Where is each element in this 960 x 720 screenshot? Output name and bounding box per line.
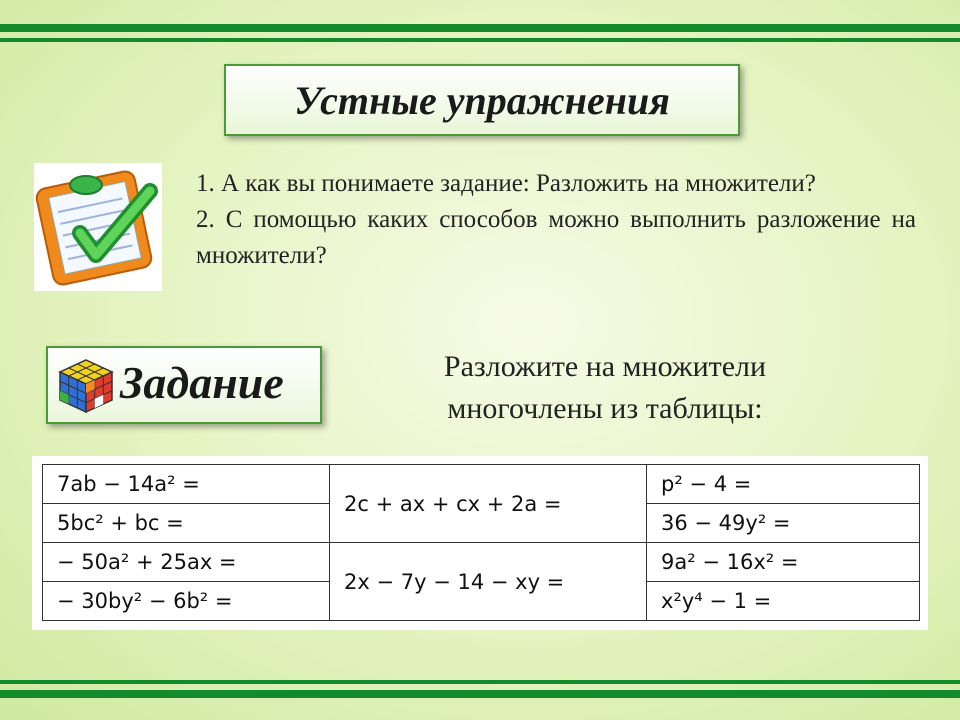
table-cell: 7ab − 14a² =	[43, 465, 330, 504]
task-box	[46, 346, 322, 424]
table-cell: 5bc² + bc =	[43, 504, 330, 543]
question-2: 2. С помощью каких способов можно выполнить разложение на множители?	[196, 206, 916, 269]
bottom-stripe-thin	[0, 680, 960, 684]
polynomial-table	[42, 464, 920, 621]
factoring-table	[32, 456, 928, 630]
table-cell: x²y⁴ − 1 =	[647, 582, 920, 621]
task-label: Задание	[120, 357, 284, 408]
table-row	[43, 543, 920, 582]
slide-title: Устные упражнения	[294, 77, 670, 123]
table-cell: − 30by² − 6b² =	[43, 582, 330, 621]
task-desc-line-2: многочлены из таблицы:	[447, 392, 763, 425]
task-desc-line-1: Разложите на множители	[443, 350, 767, 383]
top-stripe-thin	[0, 38, 960, 42]
task-description	[360, 346, 850, 430]
question-1: 1. А как вы понимаете задание: Разложить на множители?	[196, 170, 816, 197]
table-cell: − 50a² + 25ax =	[43, 543, 330, 582]
table-row	[43, 465, 920, 504]
table-cell: 9a² − 16x² =	[647, 543, 920, 582]
table-cell: 2c + ax + cx + 2a =	[330, 465, 647, 543]
rubiks-cube-icon	[56, 356, 116, 416]
top-stripe-thick	[0, 24, 960, 32]
bottom-stripe-thick	[0, 690, 960, 698]
table-cell: p² − 4 =	[647, 465, 920, 504]
table-cell: 2x − 7y − 14 − xy =	[330, 543, 647, 621]
title-box	[224, 64, 740, 136]
table-cell: 36 − 49y² =	[647, 504, 920, 543]
questions-block	[196, 166, 916, 274]
clipboard-checkmark-icon	[34, 163, 162, 291]
